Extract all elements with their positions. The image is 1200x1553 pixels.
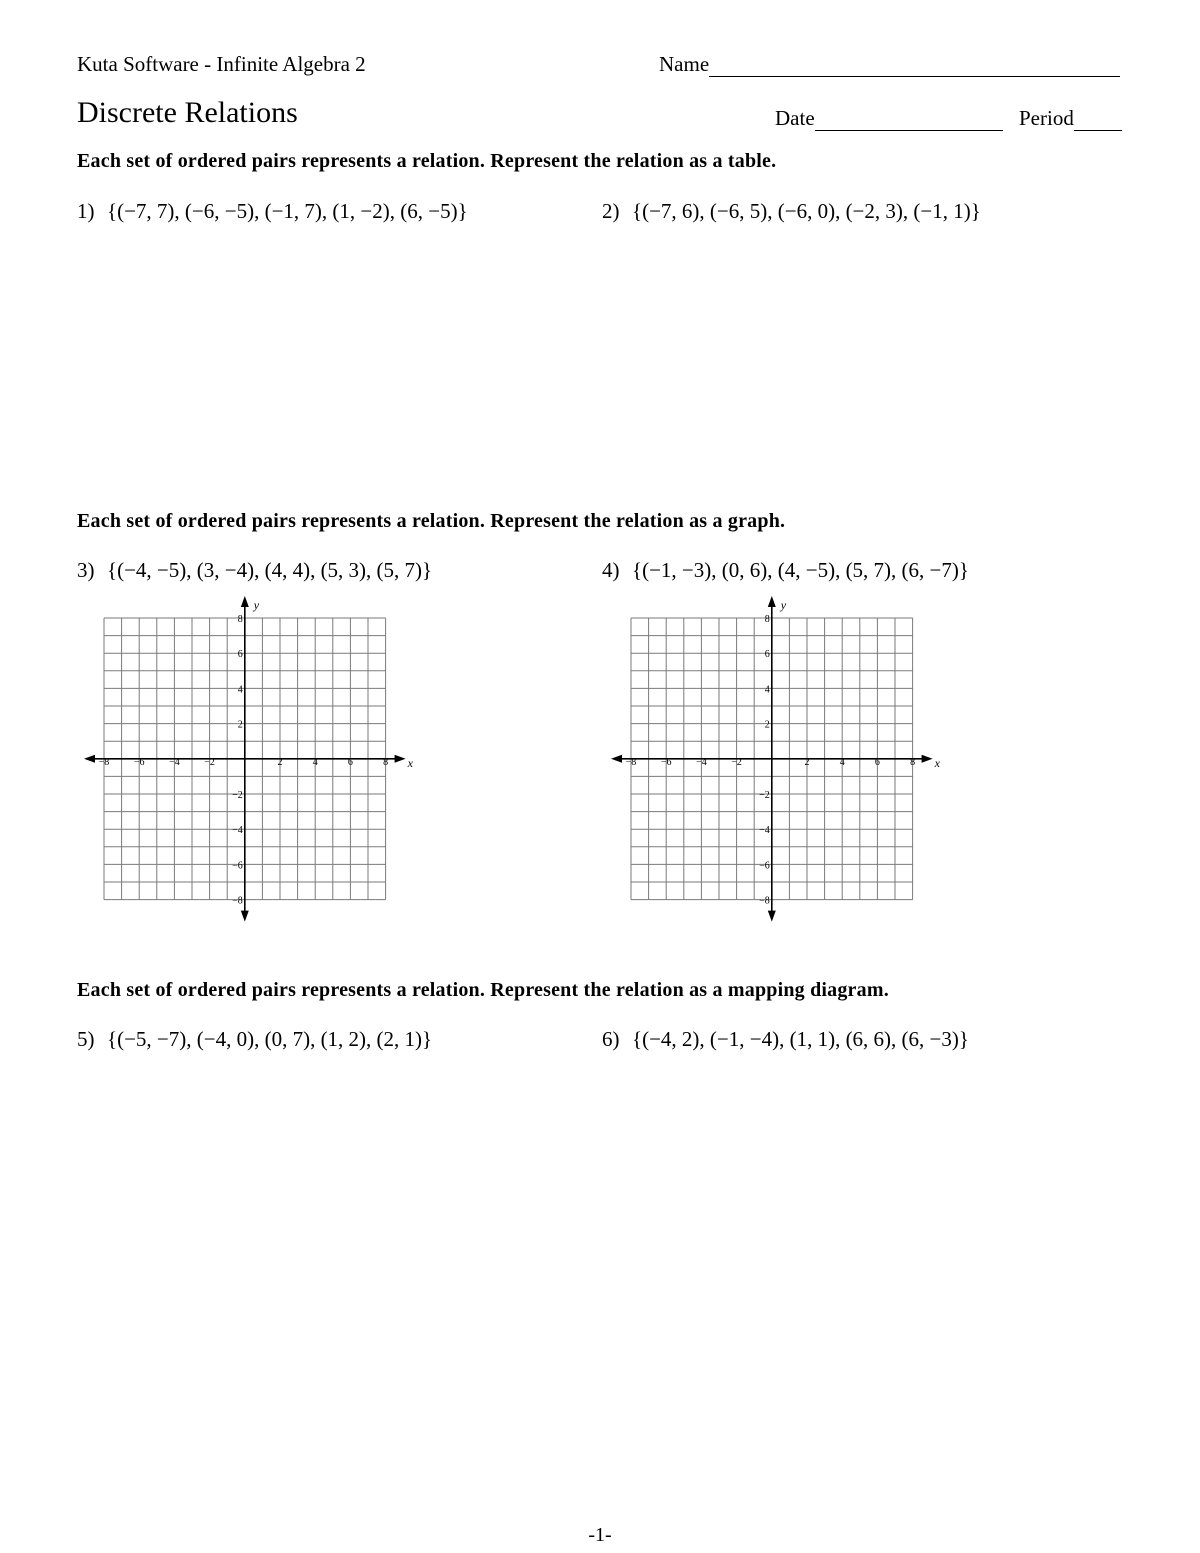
coordinate-grid-problem-3[interactable]	[80, 595, 420, 925]
x-tick-label: 8	[383, 756, 389, 768]
x-tick-label: 2	[277, 756, 283, 768]
coordinate-grid-problem-4[interactable]	[607, 595, 947, 925]
problem-2	[602, 199, 981, 224]
x-tick-label: −4	[169, 756, 180, 768]
problem-number: 1)	[77, 199, 95, 223]
y-tick-label: −8	[232, 895, 243, 907]
x-axis-arrow-right	[395, 755, 406, 763]
problem-set: {(−4, 2), (−1, −4), (1, 1), (6, 6), (6, −3)}	[632, 1027, 969, 1051]
x-axis-arrow-left	[611, 755, 622, 763]
problem-number: 4)	[602, 558, 620, 582]
date-label: Date	[775, 106, 815, 130]
section-2-instruction: Each set of ordered pairs represents a relation. Represent the relation as a graph.	[77, 510, 786, 532]
y-tick-label: 2	[237, 719, 243, 731]
y-tick-label: −2	[232, 790, 243, 801]
y-tick-label: 8	[237, 614, 243, 625]
problem-number: 3)	[77, 558, 95, 582]
x-tick-label: −6	[133, 756, 145, 768]
x-tick-label: −4	[696, 756, 707, 768]
y-axis-arrow-up	[768, 596, 776, 607]
x-axis-label: x	[934, 755, 940, 770]
x-tick-label: 6	[347, 756, 353, 768]
y-tick-label: 8	[764, 614, 770, 625]
y-tick-label: 2	[764, 719, 770, 731]
y-axis-label: y	[253, 598, 260, 612]
problem-set: {(−7, 6), (−6, 5), (−6, 0), (−2, 3), (−1, 1)}	[632, 199, 981, 223]
x-tick-label: 6	[874, 756, 880, 768]
y-tick-label: −6	[232, 860, 243, 872]
problem-number: 5)	[77, 1027, 95, 1051]
period-label: Period	[1019, 106, 1074, 130]
y-axis-label: y	[780, 598, 787, 612]
period-blank[interactable]	[1074, 108, 1122, 131]
y-tick-label: −8	[759, 895, 770, 907]
x-axis-arrow-left	[84, 755, 95, 763]
y-tick-label: 4	[764, 684, 770, 696]
problem-1	[77, 199, 468, 224]
y-tick-label: −2	[759, 790, 770, 801]
problem-3	[77, 558, 432, 583]
y-tick-label: −4	[759, 825, 770, 837]
problem-set: {(−4, −5), (3, −4), (4, 4), (5, 3), (5, 7)}	[107, 558, 433, 582]
y-axis-arrow-up	[241, 596, 249, 607]
section-1-instruction: Each set of ordered pairs represents a relation. Represent the relation as a table.	[77, 150, 777, 172]
x-axis-arrow-right	[922, 755, 933, 763]
problem-6	[602, 1027, 969, 1052]
problem-set: {(−1, −3), (0, 6), (4, −5), (5, 7), (6, −7)}	[632, 558, 969, 582]
date-blank[interactable]	[815, 108, 1003, 131]
page-title: Discrete Relations	[77, 96, 298, 129]
x-tick-label: −6	[660, 756, 672, 768]
y-axis-arrow-down	[241, 911, 249, 922]
date-field[interactable]	[775, 106, 1003, 131]
problem-number: 6)	[602, 1027, 620, 1051]
problem-4	[602, 558, 969, 583]
x-tick-label: 4	[312, 756, 318, 768]
y-tick-label: 4	[237, 684, 243, 696]
problem-set: {(−5, −7), (−4, 0), (0, 7), (1, 2), (2, 1)}	[107, 1027, 433, 1051]
x-tick-label: 4	[839, 756, 845, 768]
problem-number: 2)	[602, 199, 620, 223]
y-tick-label: −6	[759, 860, 770, 872]
x-tick-label: −2	[204, 756, 215, 768]
x-tick-label: −2	[731, 756, 742, 768]
name-label: Name	[659, 52, 710, 76]
period-field[interactable]	[1019, 106, 1122, 131]
name-blank[interactable]	[709, 54, 1120, 77]
y-tick-label: −4	[232, 825, 243, 837]
x-axis-label: x	[407, 755, 413, 770]
x-tick-label: −8	[625, 756, 637, 768]
name-field[interactable]	[659, 52, 1120, 77]
page-number: -1-	[588, 1524, 612, 1546]
x-tick-label: 8	[910, 756, 916, 768]
problem-5	[77, 1027, 432, 1052]
y-tick-label: 6	[764, 649, 770, 661]
x-tick-label: −8	[98, 756, 110, 768]
problem-set: {(−7, 7), (−6, −5), (−1, 7), (1, −2), (6, −5)}	[107, 199, 468, 223]
y-tick-label: 6	[237, 649, 243, 661]
y-axis-arrow-down	[768, 911, 776, 922]
x-tick-label: 2	[804, 756, 810, 768]
section-3-instruction: Each set of ordered pairs represents a relation. Represent the relation as a mapping diagram.	[77, 979, 889, 1001]
software-header: Kuta Software - Infinite Algebra 2	[77, 52, 366, 76]
